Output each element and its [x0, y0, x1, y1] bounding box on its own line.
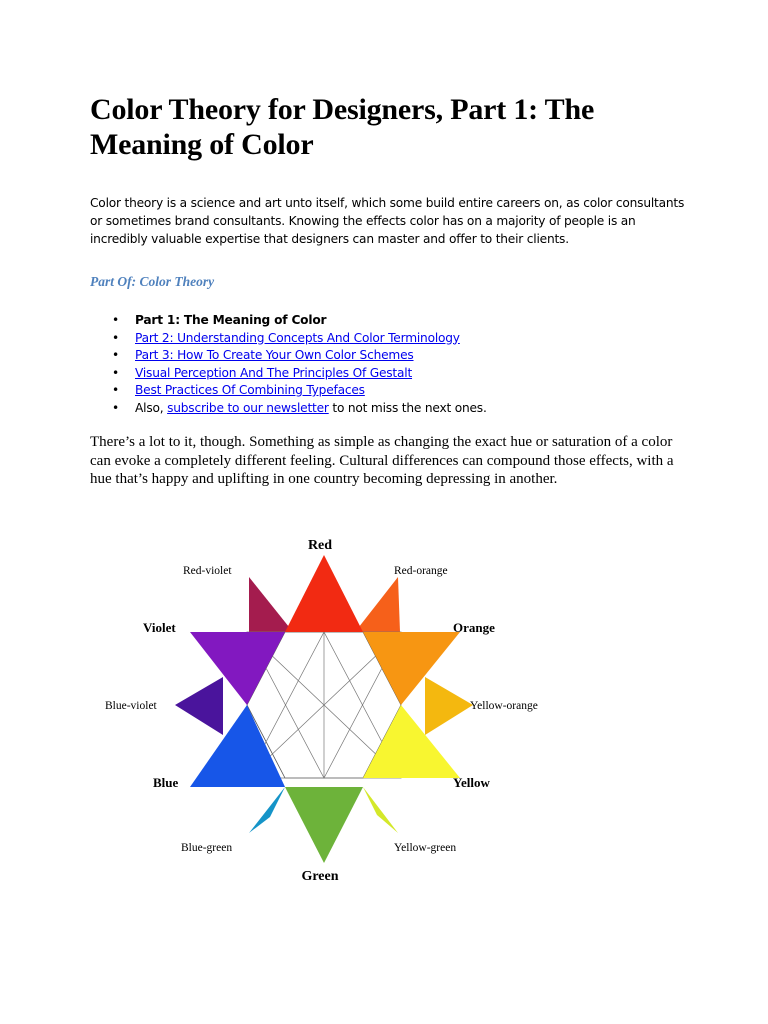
bullet: • [112, 400, 119, 415]
bullet: • [112, 365, 119, 380]
bullet: • [112, 348, 119, 362]
label-yellow: Yellow [453, 775, 490, 790]
label-yellow-green: Yellow-green [394, 842, 457, 854]
bullet: • [112, 330, 119, 345]
label-orange: Orange [453, 620, 495, 635]
red-triangle [285, 555, 363, 632]
newsletter-prefix: Also, [135, 400, 168, 415]
part-of-label[interactable]: Part Of: Color Theory [90, 274, 215, 289]
label-red: Red [307, 538, 333, 553]
bullet: • [112, 313, 119, 327]
label-red-orange: Red-orange [394, 565, 448, 577]
current-part: Part 1: The Meaning of Color [135, 313, 327, 327]
blue-green-point [249, 787, 285, 833]
list-item [112, 330, 690, 348]
list-item [112, 312, 690, 330]
newsletter-suffix: to not miss the next ones. [328, 400, 487, 415]
color-wheel-svg [95, 525, 555, 885]
blue-violet-point [175, 677, 223, 735]
article [90, 92, 690, 489]
bullet: • [112, 383, 119, 397]
newsletter-link[interactable]: subscribe to our newsletter [167, 400, 329, 415]
label-blue-green: Blue-green [181, 842, 233, 854]
label-red-violet: Red-violet [183, 565, 232, 577]
article-title: Color Theory for Designers, Part 1: The Meaning of Color [90, 93, 595, 161]
series-list [90, 312, 690, 417]
body-paragraph: There’s a lot to it, though. Something as simple as changing the exact hue or saturation of a color can evoke a completely different feeling. Cultural differences can compound those effects, with a hue that’s happy and uplifting in one country becoming depressing in another. [90, 434, 674, 487]
red-orange-point [355, 577, 400, 632]
yellow-orange-point [425, 677, 473, 735]
list-item [112, 382, 690, 400]
list-item [112, 365, 690, 383]
series-link-gestalt[interactable]: Visual Perception And The Principles Of Gestalt [135, 365, 413, 380]
green-triangle [285, 787, 363, 863]
red-violet-point [249, 577, 293, 632]
intro-paragraph: Color theory is a science and art unto itself, which some build entire careers on, as color consultants or sometimes brand consultants. Knowing the effects color has on a majority of people is an incredibly valuable expertise that designers can master and offer to their clients. [90, 196, 685, 246]
label-yellow-orange: Yellow-orange [470, 700, 538, 712]
color-wheel [95, 525, 555, 885]
series-link-typefaces[interactable]: Best Practices Of Combining Typefaces [135, 383, 365, 397]
label-blue: Blue [153, 775, 179, 790]
yellow-green-point [363, 787, 398, 833]
label-blue-violet: Blue-violet [105, 700, 157, 712]
list-item [112, 347, 690, 365]
label-violet: Violet [143, 620, 176, 635]
series-link-part-2[interactable]: Part 2: Understanding Concepts And Color Terminology [135, 330, 460, 345]
label-green: Green [301, 869, 339, 884]
series-link-part-3[interactable]: Part 3: How To Create Your Own Color Schemes [135, 348, 414, 362]
list-item [112, 400, 690, 418]
